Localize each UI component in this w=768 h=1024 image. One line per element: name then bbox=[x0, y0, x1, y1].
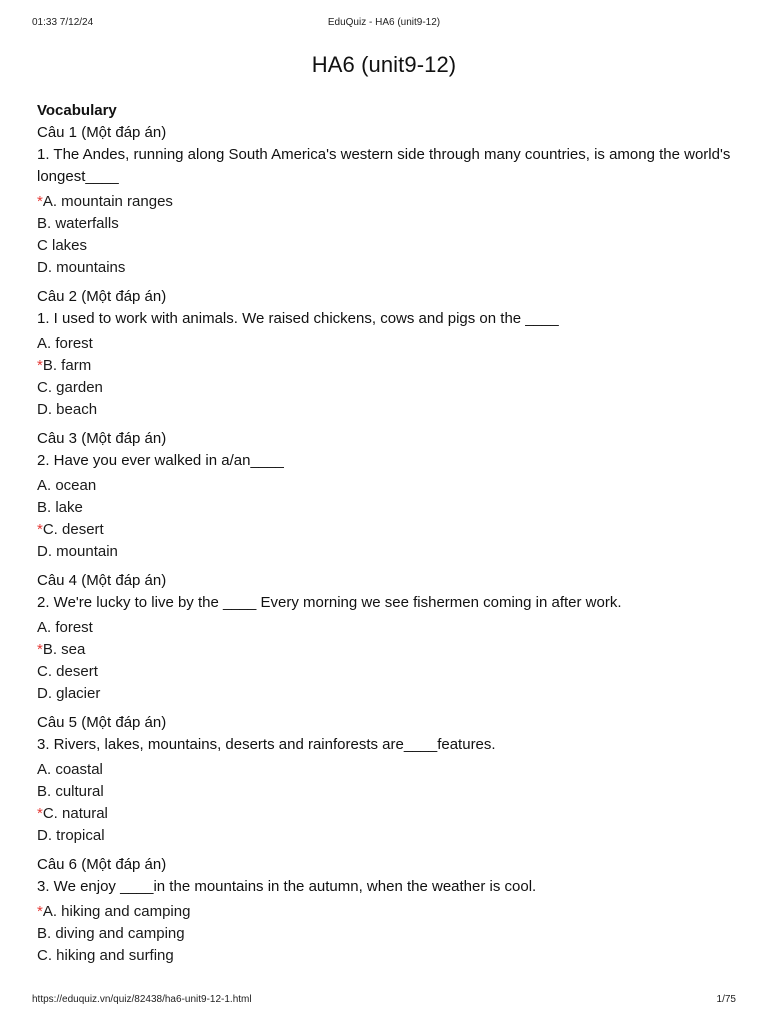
question-header: Câu 1 (Một đáp án) bbox=[37, 124, 167, 141]
answer-option-label: A. coastal bbox=[37, 761, 103, 778]
question-header: Câu 6 (Một đáp án) bbox=[37, 856, 167, 873]
answer-option-label: A. hiking and camping bbox=[42, 903, 191, 920]
answer-option-label: C. hiking and surfing bbox=[37, 947, 174, 964]
question-item bbox=[37, 854, 737, 967]
print-url: https://eduquiz.vn/quiz/82438/ha6-unit9-12-1.html bbox=[32, 994, 252, 1005]
question-item bbox=[37, 570, 737, 705]
question-header: Câu 2 (Một đáp án) bbox=[37, 288, 167, 305]
question-text: 2. Have you ever walked in a/an____ bbox=[37, 452, 284, 469]
answer-option-label: A. mountain ranges bbox=[42, 193, 173, 210]
answer-option-correct bbox=[37, 355, 737, 377]
answer-option bbox=[37, 235, 737, 257]
question-list bbox=[37, 122, 737, 967]
correct-answer-marker: * bbox=[37, 193, 43, 210]
correct-answer-marker: * bbox=[37, 903, 43, 920]
answer-option bbox=[37, 661, 737, 683]
answer-option-correct bbox=[37, 191, 737, 213]
answer-option-correct bbox=[37, 901, 737, 923]
answer-option-label: C. desert bbox=[42, 521, 104, 538]
section-heading: Vocabulary bbox=[37, 102, 117, 119]
answer-option-label: D. glacier bbox=[37, 685, 101, 702]
answer-option-label: C. desert bbox=[37, 663, 98, 680]
print-page-number: 1/75 bbox=[716, 994, 736, 1005]
answer-option bbox=[37, 781, 737, 803]
question-header: Câu 4 (Một đáp án) bbox=[37, 572, 167, 589]
answer-options bbox=[37, 759, 737, 847]
question-text: 1. I used to work with animals. We raised chickens, cows and pigs on the ____ bbox=[37, 310, 559, 327]
question-item bbox=[37, 428, 737, 563]
answer-option-label: B. sea bbox=[42, 641, 86, 658]
answer-option-label: B. waterfalls bbox=[37, 215, 119, 232]
answer-option-label: C. natural bbox=[42, 805, 108, 822]
question-item bbox=[37, 286, 737, 421]
answer-option bbox=[37, 399, 737, 421]
answer-option-correct bbox=[37, 803, 737, 825]
question-text: 3. Rivers, lakes, mountains, deserts and rainforests are____features. bbox=[37, 736, 496, 753]
answer-option-label: D. mountains bbox=[37, 259, 126, 276]
question-text: 1. The Andes, running along South America's western side through many countries, is among the world's longest____ bbox=[37, 146, 731, 185]
answer-option bbox=[37, 923, 737, 945]
answer-option bbox=[37, 377, 737, 399]
correct-answer-marker: * bbox=[37, 805, 43, 822]
answer-option-label: C. garden bbox=[37, 379, 103, 396]
print-page-title: EduQuiz - HA6 (unit9-12) bbox=[327, 17, 441, 28]
question-item bbox=[37, 712, 737, 847]
answer-option bbox=[37, 213, 737, 235]
print-datetime: 01:33 7/12/24 bbox=[32, 17, 94, 28]
answer-option-label: A. forest bbox=[37, 619, 93, 636]
answer-option bbox=[37, 257, 737, 279]
print-header bbox=[32, 17, 736, 31]
answer-option-label: D. mountain bbox=[37, 543, 118, 560]
question-item bbox=[37, 122, 737, 279]
correct-answer-marker: * bbox=[37, 521, 43, 538]
quiz-title: HA6 (unit9-12) bbox=[311, 52, 457, 77]
answer-option bbox=[37, 333, 737, 355]
answer-option bbox=[37, 617, 737, 639]
answer-option bbox=[37, 497, 737, 519]
question-text: 2. We're lucky to live by the ____ Every morning we see fishermen coming in after work. bbox=[37, 594, 622, 611]
answer-option-label: B. diving and camping bbox=[37, 925, 185, 942]
answer-options bbox=[37, 475, 737, 563]
answer-option-correct bbox=[37, 519, 737, 541]
question-header: Câu 5 (Một đáp án) bbox=[37, 714, 167, 731]
answer-option-label: B. cultural bbox=[37, 783, 104, 800]
answer-option bbox=[37, 683, 737, 705]
answer-options bbox=[37, 191, 737, 279]
answer-options bbox=[37, 901, 737, 967]
answer-option-label: B. farm bbox=[42, 357, 92, 374]
question-text: 3. We enjoy ____in the mountains in the autumn, when the weather is cool. bbox=[37, 878, 537, 895]
answer-options bbox=[37, 617, 737, 705]
print-footer bbox=[32, 994, 736, 1008]
answer-options bbox=[37, 333, 737, 421]
answer-option bbox=[37, 759, 737, 781]
answer-option-label: B. lake bbox=[37, 499, 83, 516]
answer-option-label: A. ocean bbox=[37, 477, 97, 494]
answer-option bbox=[37, 475, 737, 497]
answer-option-label: A. forest bbox=[37, 335, 93, 352]
answer-option-label: C lakes bbox=[37, 237, 88, 254]
quiz-content bbox=[37, 100, 737, 974]
correct-answer-marker: * bbox=[37, 357, 43, 374]
answer-option-label: D. tropical bbox=[37, 827, 105, 844]
answer-option bbox=[37, 541, 737, 563]
answer-option bbox=[37, 945, 737, 967]
question-header: Câu 3 (Một đáp án) bbox=[37, 430, 167, 447]
correct-answer-marker: * bbox=[37, 641, 43, 658]
answer-option-label: D. beach bbox=[37, 401, 98, 418]
answer-option bbox=[37, 825, 737, 847]
answer-option-correct bbox=[37, 639, 737, 661]
